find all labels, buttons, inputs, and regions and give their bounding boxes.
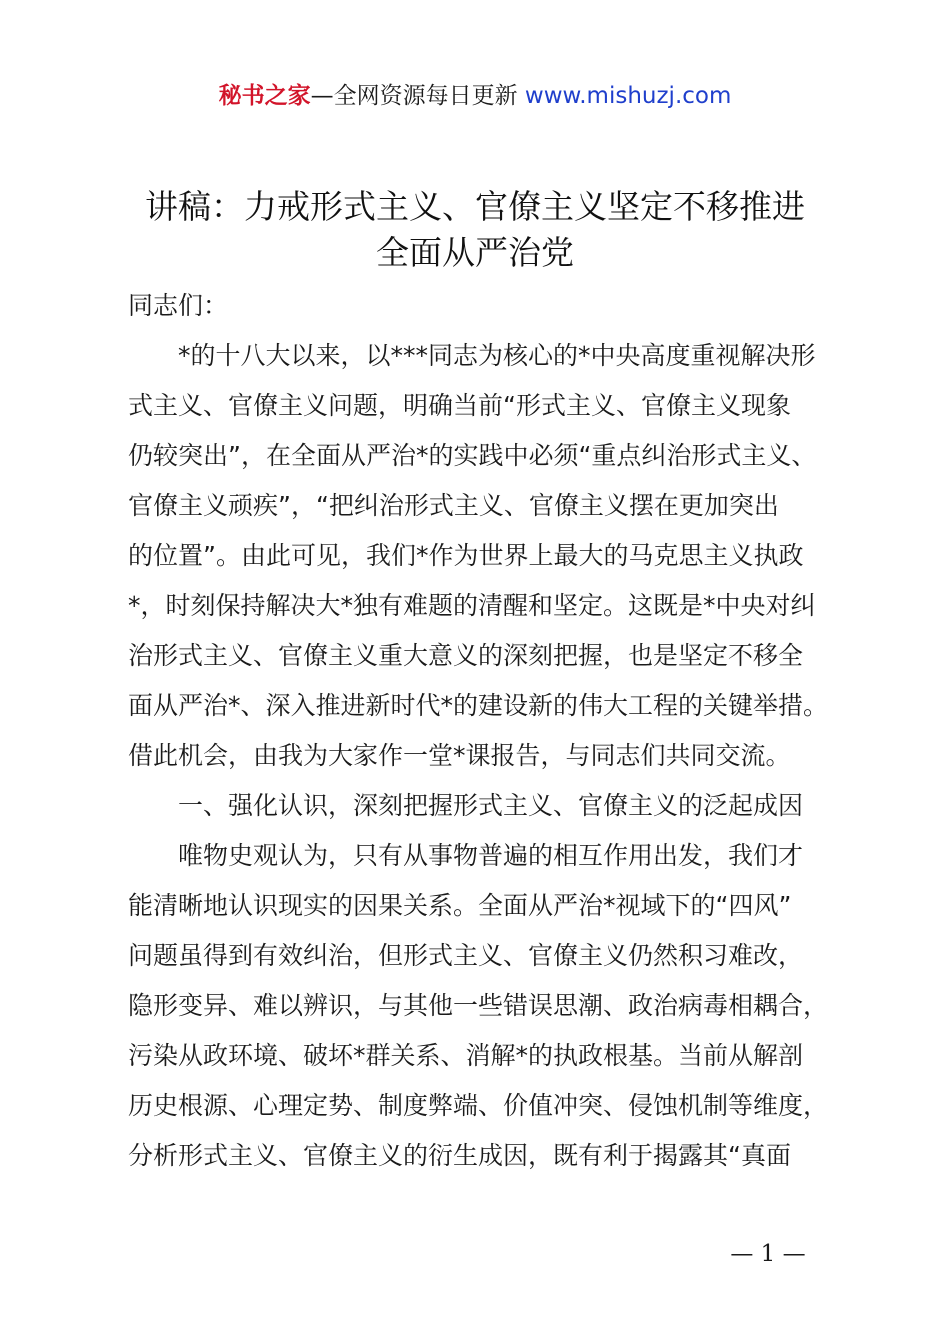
paragraph-intro — [128, 331, 863, 781]
site-banner — [0, 80, 950, 112]
banner-brand: 秘书之家 — [218, 83, 311, 109]
paragraph-section-1 — [128, 831, 863, 1181]
greeting-text: 同志们： — [128, 291, 229, 320]
paragraph-line: *，时刻保持解决大*独有难题的清醒和坚定。这既是*中央对纠 — [128, 591, 816, 620]
paragraph-line: 污染从政环境、破坏*群关系、消解*的执政根基。当前从解剖 — [128, 1041, 804, 1070]
paragraph-line: 历史根源、心理定势、制度弊端、价值冲突、侵蚀机制等维度， — [128, 1091, 829, 1120]
paragraph-line: 唯物史观认为，只有从事物普遍的相互作用出发，我们才 — [128, 841, 804, 870]
paragraph-line: 借此机会，由我为大家作一堂*课报告，与同志们共同交流。 — [128, 741, 791, 770]
document-title — [100, 184, 850, 276]
paragraph-line: *的十八大以来，以***同志为核心的*中央高度重视解决形 — [128, 341, 816, 370]
page-number: — 1 — — [730, 1241, 806, 1267]
paragraph-line: 面从严治*、深入推进新时代*的建设新的伟大工程的关键举措。 — [128, 691, 829, 720]
paragraph-line: 的位置”。由此可见，我们*作为世界上最大的马克思主义执政 — [128, 541, 804, 570]
paragraph-line: 仍较突出”，在全面从严治*的实践中必须“重点纠治形式主义、 — [128, 441, 817, 470]
paragraph-line: 式主义、官僚主义问题，明确当前“形式主义、官僚主义现象 — [128, 391, 791, 420]
greeting — [128, 281, 863, 331]
section-heading-1 — [128, 781, 863, 831]
paragraph-line: 能清晰地认识现实的因果关系。全面从严治*视域下的“四风” — [128, 891, 792, 920]
paragraph-line: 官僚主义顽疾”，“把纠治形式主义、官僚主义摆在更加突出 — [128, 491, 779, 520]
section-heading-text: 一、强化认识，深刻把握形式主义、官僚主义的泛起成因 — [128, 791, 804, 820]
banner-url-link[interactable]: www.mishuzj.com — [524, 83, 732, 109]
paragraph-line: 分析形式主义、官僚主义的衍生成因，既有利于揭露其“真面 — [128, 1141, 791, 1170]
title-line-1: 讲稿：力戒形式主义、官僚主义坚定不移推进 — [145, 187, 805, 226]
paragraph-line: 隐形变异、难以辨识，与其他一些错误思潮、政治病毒相耦合， — [128, 991, 829, 1020]
banner-slogan: —全网资源每日更新 — [310, 83, 525, 109]
paragraph-line: 治形式主义、官僚主义重大意义的深刻把握，也是坚定不移全 — [128, 641, 804, 670]
title-line-2: 全面从严治党 — [376, 233, 574, 272]
paragraph-line: 问题虽得到有效纠治，但形式主义、官僚主义仍然积习难改， — [128, 941, 804, 970]
